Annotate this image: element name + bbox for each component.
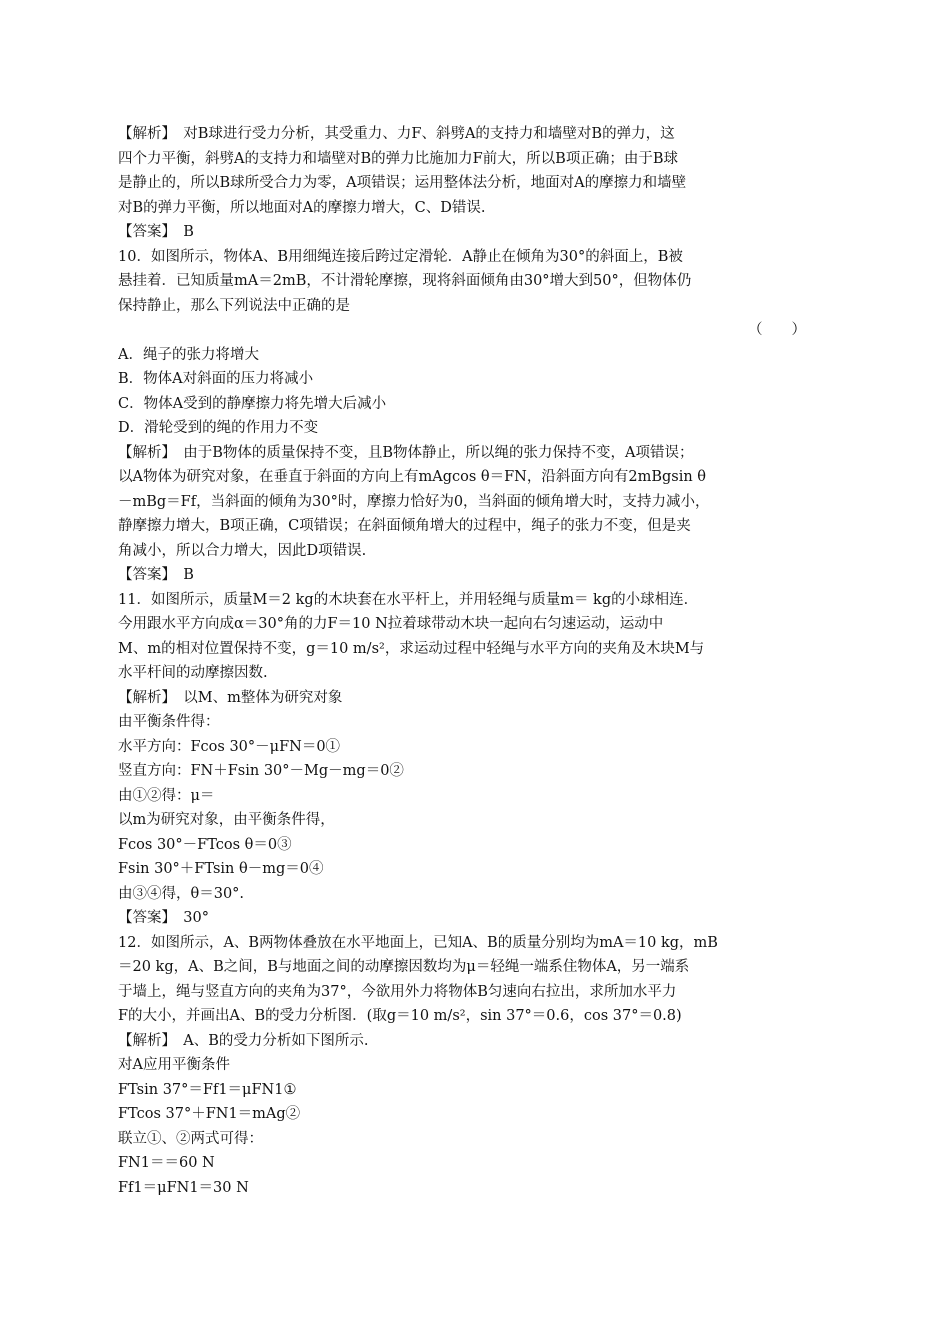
option-b: B．物体A对斜面的压力将减小 xyxy=(118,371,314,387)
answer-line: 【答案】 30° xyxy=(118,910,209,926)
equation-line: Fcos 30°－FTcos θ＝0③ xyxy=(118,836,292,853)
text-line: ＝20 kg，A、B之间，B与地面之间的动摩擦因数均为μ＝轻绳一端系住物体A，另一端系 xyxy=(118,959,690,975)
text-line: 于墙上，绳与竖直方向的夹角为37°，今欲用外力将物体B匀速向右拉出，求所加水平力 xyxy=(118,983,677,1000)
equation-line: FTcos 37°＋FN1＝mAg② xyxy=(118,1106,301,1122)
text-line: 四个力平衡，斜劈A的支持力和墙壁对B的弹力比施加力F前大，所以B项正确；由于B球 xyxy=(118,150,678,167)
equation-line: Fsin 30°＋FTsin θ－mg＝0④ xyxy=(118,861,324,877)
text-line: 对A应用平衡条件 xyxy=(118,1057,230,1073)
equation-line: FN1＝＝60 N xyxy=(118,1155,215,1171)
text-line: M、m的相对位置保持不变，g＝10 m/s²，求运动过程中轻绳与水平方向的夹角及木块M与 xyxy=(118,640,705,657)
equation-line: 竖直方向：FN＋Fsin 30°－Mg－mg＝0② xyxy=(118,763,404,779)
text-line: 对B的弹力平衡，所以地面对A的摩擦力增大，C、D错误. xyxy=(118,199,486,216)
text-line: F的大小，并画出A、B的受力分析图．(取g＝10 m/s²，sin 37°＝0.6，cos 37°＝0.8) xyxy=(118,1008,682,1024)
document-body xyxy=(118,122,818,1200)
answer-line: 【答案】 B xyxy=(118,224,194,240)
text-line: 以m为研究对象，由平衡条件得， xyxy=(118,812,335,828)
option-d: D．滑轮受到的绳的作用力不变 xyxy=(118,420,319,436)
text-line: 由平衡条件得： xyxy=(118,714,220,730)
text-line: 【解析】 对B球进行受力分析，其受重力、力F、斜劈A的支持力和墙壁对B的弹力，这 xyxy=(118,126,675,142)
text-line: 悬挂着．已知质量mA＝2mB，不计滑轮摩擦，现将斜面倾角由30°增大到50°，但物体仍 xyxy=(118,273,692,289)
answer-blank: （ ） xyxy=(748,322,806,338)
answer-line: 【答案】 B xyxy=(118,567,194,583)
question-10-line: 10．如图所示，物体A、B用细绳连接后跨过定滑轮．A静止在倾角为30°的斜面上，B被 xyxy=(118,248,683,265)
text-line: 静摩擦力增大，B项正确，C项错误；在斜面倾角增大的过程中，绳子的张力不变，但是夹 xyxy=(118,518,691,534)
question-11-line: 11．如图所示，质量M＝2 kg的木块套在水平杆上，并用轻绳与质量m＝ kg的小球相连． xyxy=(118,591,699,608)
text-line: 今用跟水平方向成α＝30°角的力F＝10 N拉着球带动木块一起向右匀速运动，运动中 xyxy=(118,616,664,632)
equation-line: 由③④得，θ＝30°. xyxy=(118,885,245,902)
text-line: 【解析】 A、B的受力分析如下图所示. xyxy=(118,1032,369,1049)
text-line: 联立①、②两式可得： xyxy=(118,1130,263,1147)
text-line: 【解析】 以M、m整体为研究对象 xyxy=(118,689,343,706)
equation-line: Ff1＝μFN1＝30 N xyxy=(118,1179,249,1196)
equation-line: FTsin 37°＝Ff1＝μFN1① xyxy=(118,1081,297,1098)
option-c: C．物体A受到的静摩擦力将先增大后减小 xyxy=(118,395,387,412)
equation-line: 水平方向：Fcos 30°－μFN＝0① xyxy=(118,738,341,755)
text-line: 【解析】 由于B物体的质量保持不变，且B物体静止，所以绳的张力保持不变，A项错误； xyxy=(118,444,694,461)
text-line: 以A物体为研究对象，在垂直于斜面的方向上有mAgcos θ＝FN，沿斜面方向有2mBgsin θ xyxy=(118,469,707,485)
equation-line: 由①②得：μ＝ xyxy=(118,787,215,804)
text-line: 水平杆间的动摩擦因数. xyxy=(118,665,268,681)
text-line: 角减小，所以合力增大，因此D项错误. xyxy=(118,542,367,559)
option-a: A．绳子的张力将增大 xyxy=(118,346,259,363)
text-line: －mBg＝Ff，当斜面的倾角为30°时，摩擦力恰好为0，当斜面的倾角增大时，支持力减小， xyxy=(118,493,710,510)
text-line: 保持静止，那么下列说法中正确的是 xyxy=(118,297,350,314)
text-line: 是静止的，所以B球所受合力为零，A项错误；运用整体法分析，地面对A的摩擦力和墙壁 xyxy=(118,175,687,191)
question-12-line: 12．如图所示，A、B两物体叠放在水平地面上，已知A、B的质量分别均为mA＝10 kg，mB xyxy=(118,934,718,951)
